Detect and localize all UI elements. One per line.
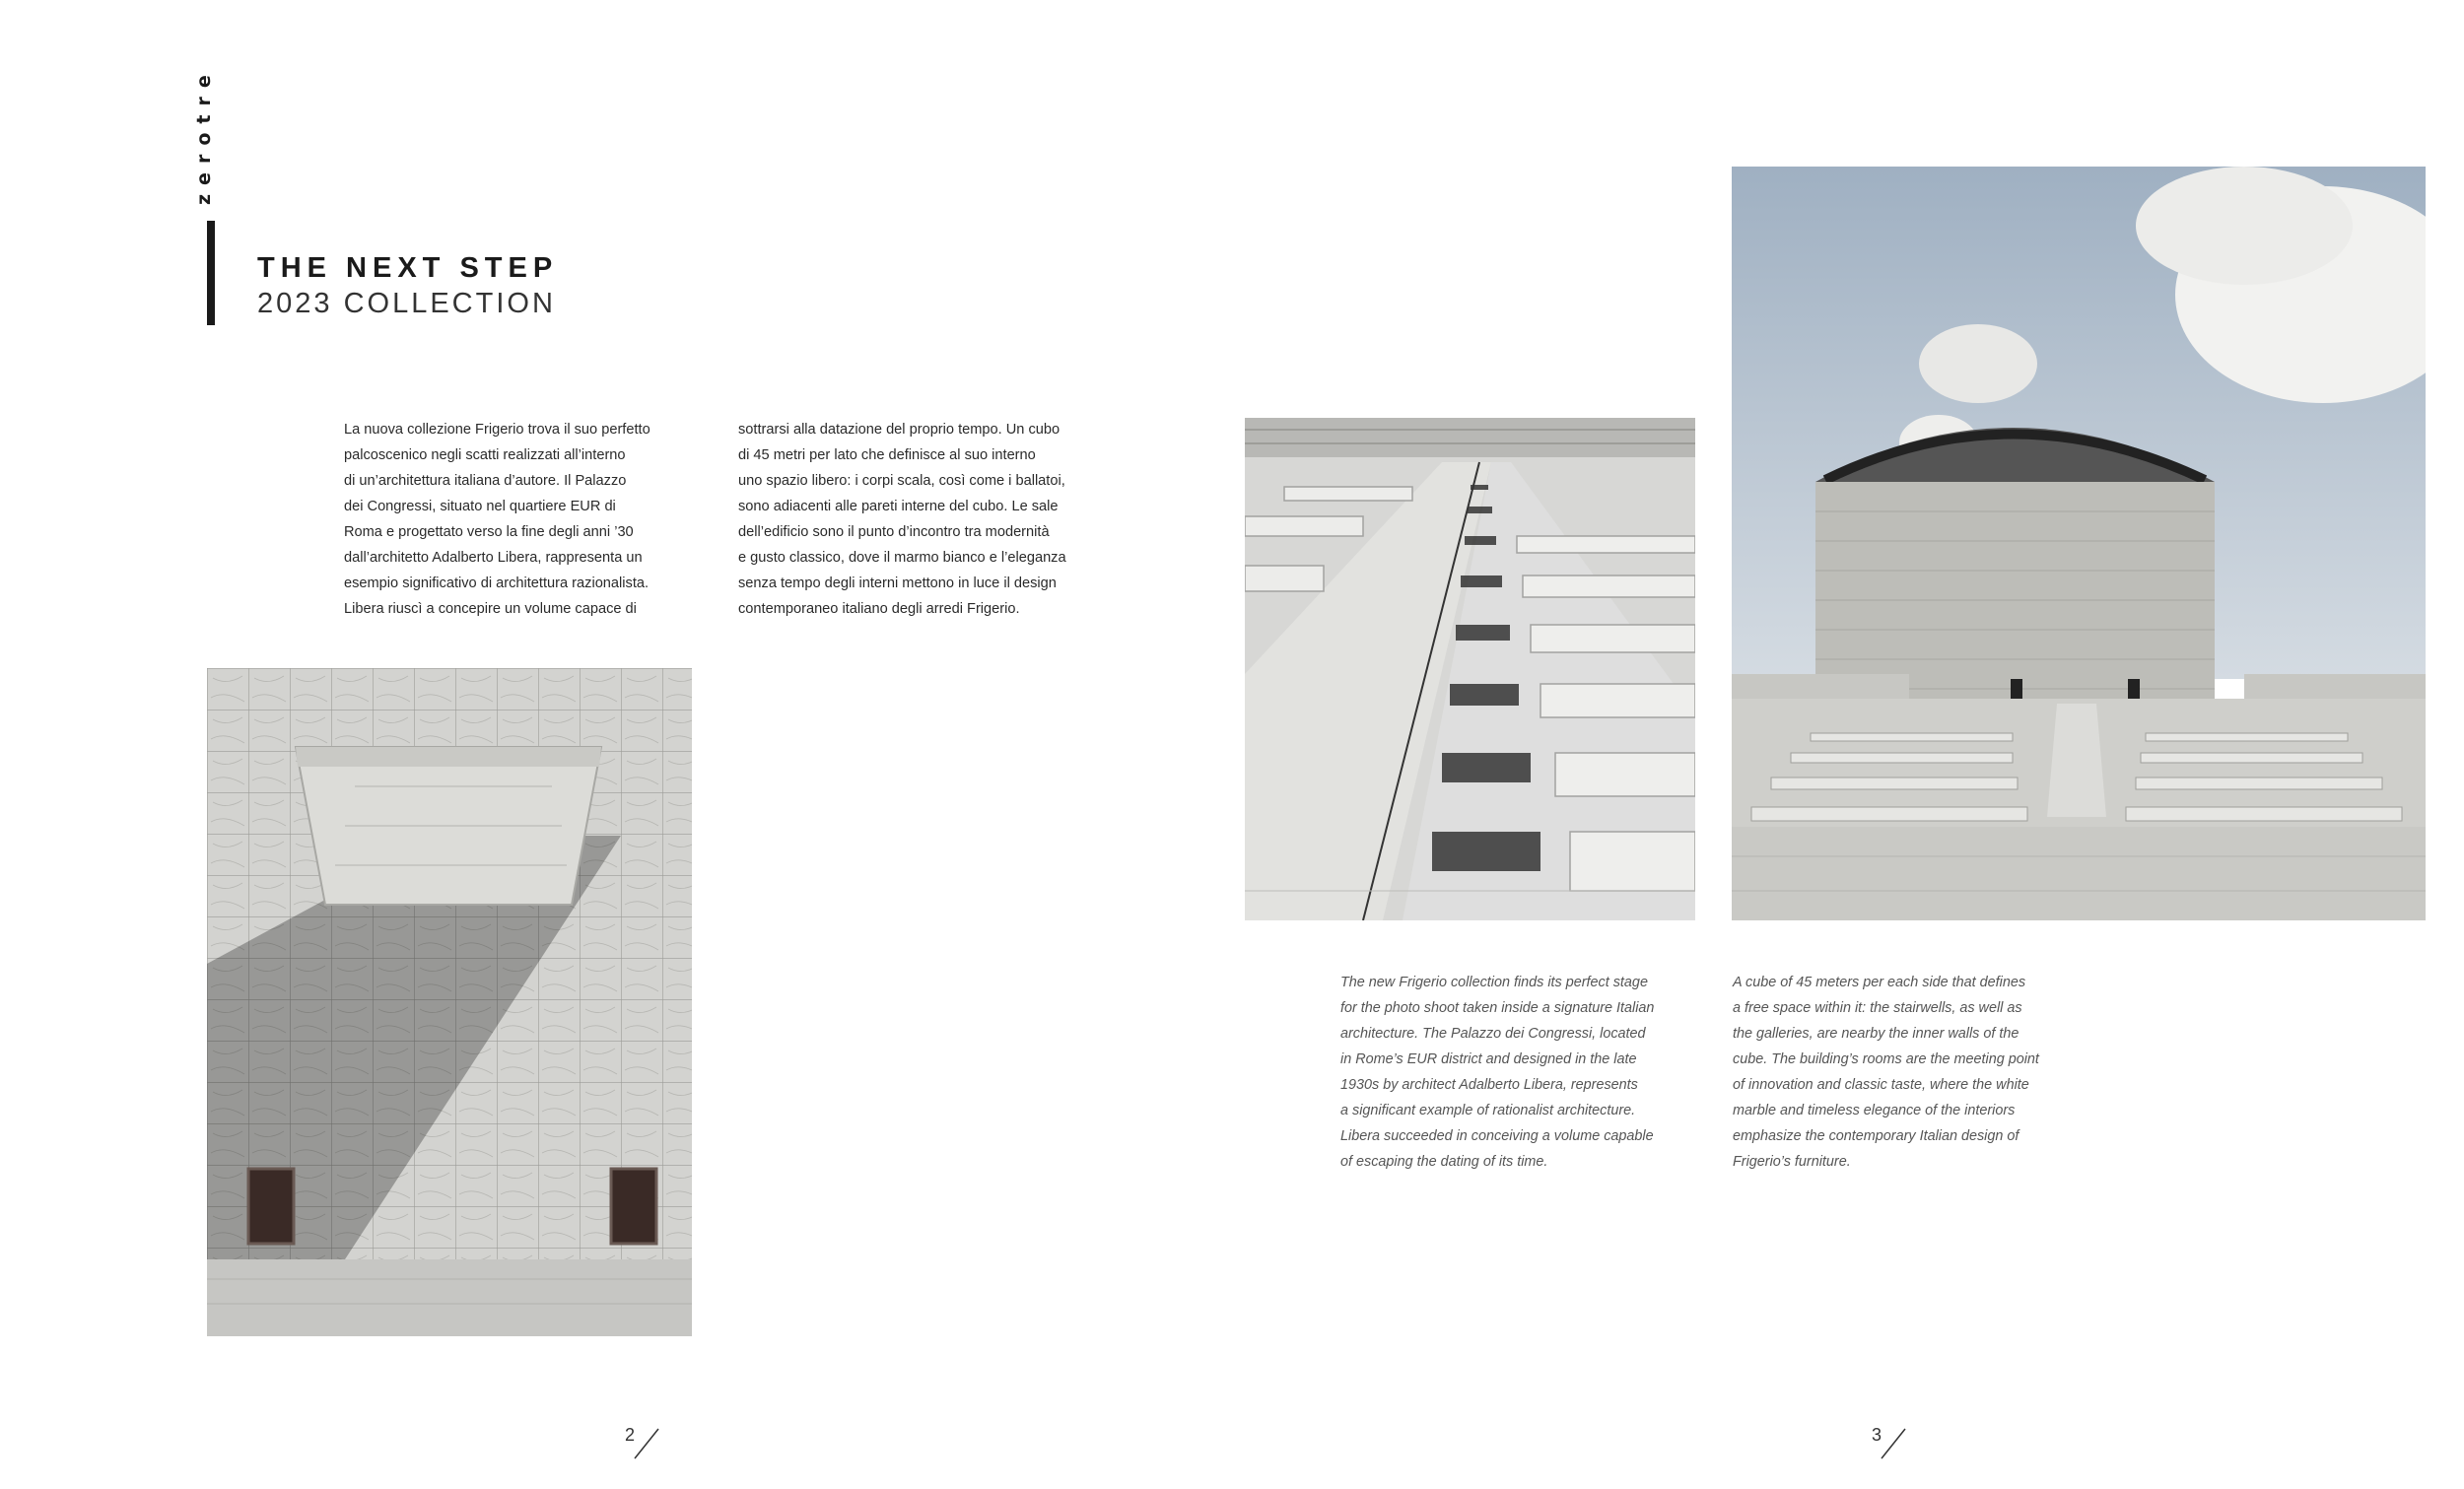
palazzo-congressi-photo bbox=[1732, 167, 2426, 920]
page-number-left: 2 bbox=[625, 1425, 636, 1445]
page-title: THE NEXT STEP bbox=[257, 252, 559, 284]
italian-text-column-1: La nuova collezione Frigerio trova il suo perfetto palcoscenico negli scatti realizzati all’interno di un’architettura italiana d’autore. Il Palazzo dei Congressi, situato nel quartiere EUR di Roma e progettato verso la fine degli anni ’30 dall’architetto Adalberto Libera, rappresenta un esempio significativo di architettura razionalista. Libera riuscì a concepire un volume capace di bbox=[344, 422, 650, 617]
page-slash-icon bbox=[1876, 1427, 1909, 1460]
english-caption-column-2: A cube of 45 meters per each side that defines a free space within it: the stairwells, as well as the galleries, are nearby the inner walls of the cube. The building’s rooms are the meeting point of innovation and classic taste, where the white marble and timeless elegance of the interiors emphasize the contemporary Italian design of Frigerio’s furniture. bbox=[1733, 975, 2039, 1170]
marble-wall-photo bbox=[207, 668, 692, 1336]
stairs-perspective-photo bbox=[1245, 418, 1695, 920]
page-slash-icon bbox=[629, 1427, 662, 1460]
brand-logo: zerotre bbox=[193, 66, 215, 205]
title-accent-bar bbox=[207, 221, 215, 325]
page-number-right: 3 bbox=[1872, 1425, 1882, 1445]
italian-text-column-2: sottrarsi alla datazione del proprio tempo. Un cubo di 45 metri per lato che definisce al suo interno uno spazio libero: i corpi scala, così come i ballatoi, sono adiacenti alle pareti interne del cubo. Le sale dell’edificio sono il punto d’incontro tra modernità e gusto classico, dove il marmo bianco e l’eleganza senza tempo degli interni mettono in luce il design contemporaneo italiano degli arredi Frigerio. bbox=[738, 422, 1066, 617]
page-subtitle: 2023 COLLECTION bbox=[257, 288, 556, 319]
english-caption-column-1: The new Frigerio collection finds its perfect stage for the photo shoot taken inside a signature Italian architecture. The Palazzo dei Congressi, located in Rome’s EUR district and designed in the late 1930s by architect Adalberto Libera, represents a significant example of rationalist architecture. Libera succeeded in conceiving a volume capable of escaping the dating of its time. bbox=[1340, 975, 1655, 1170]
